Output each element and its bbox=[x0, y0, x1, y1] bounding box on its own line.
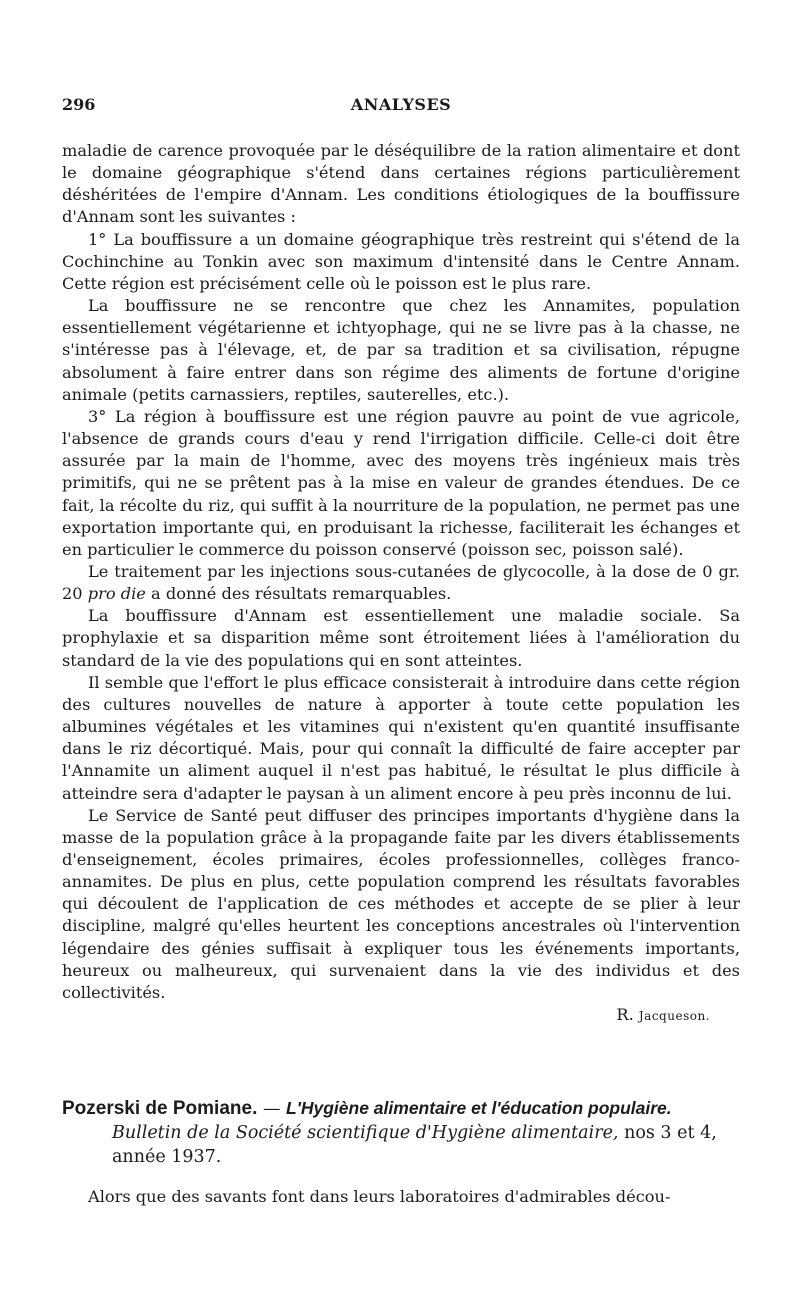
paragraph: Le Service de Santé peut diffuser des principes importants d'hygiène dans la masse de la population grâce à la propagande faite par les divers établissements d'enseignement, écoles primaires, écoles professionnelles, collèges franco-annamites. De plus en plus, cette population comprend les résultats favorables qui découlent de l'application de ces méthodes et accepte de se plier à leur discipline, malgré qu'elles heurtent les conceptions ancestrales où l'intervention légendaire des génies suffisait à expliquer tous les événements importants, heureux ou malheureux, qui survenaient dans la vie des individus et des collectivités. bbox=[62, 805, 740, 1002]
paragraph: 3° La région à bouffissure est une région pauvre au point de vue agricole, l'absence de grands cours d'eau y rend l'irrigation difficile. Celle-ci doit être assurée par la main de l'homme, avec des moyens très ingénieux mais très primitifs, qui ne se prêtent pas à la mise en valeur de grandes étendues. De ce fait, la récolte du riz, qui suffit à la nourriture de la population, ne permet pas une exportation importante qui, en produisant la richesse, faciliterait les échanges et en particulier le commerce du poisson conservé (poisson sec, poisson salé). bbox=[62, 406, 740, 559]
signature-name: Jacqueson. bbox=[638, 1009, 710, 1024]
review-title: L'Hygiène alimentaire et l'éducation populaire. bbox=[286, 1098, 672, 1118]
next-paragraph: Alors que des savants font dans leurs laboratoires d'admirables décou- bbox=[88, 1187, 671, 1206]
treatment-text: Le traitement par les injections sous-cutanées de glycocolle, à la dose de 0 gr. 20 bbox=[62, 561, 740, 604]
paragraph: 1° La bouffissure a un domaine géographique très restreint qui s'étend de la Cochinchine au Tonkin avec son maximum d'intensité dans le Centre Annam. Cette région est précisément celle où le poisson est le plus rare. bbox=[62, 229, 740, 293]
signature-initial: R. bbox=[616, 1005, 634, 1025]
page-header bbox=[62, 95, 740, 119]
treatment-rest: a donné des résultats remarquables. bbox=[151, 584, 452, 604]
paragraph: Il semble que l'effort le plus efficace consisterait à introduire dans cette région des cultures nouvelles de nature à apporter à toute cette population les albumines végétales et les vitamines qui n'existent qu'en quantité insuffisante dans le riz décortiqué. Mais, pour qui connaît la difficulté de faire accepter par l'Annamite un aliment auquel il n'est pas habitué, le résultat le plus difficile à atteindre sera d'adapter le paysan à un aliment encore à peu près inconnu de lui. bbox=[62, 672, 740, 803]
paragraph: La bouffissure ne se rencontre que chez les Annamites, population essentiellement végétarienne et ichtyophage, qui ne se livre pas à la chasse, ne s'intéresse pas à l'élevage, et, de par sa tradition et sa civilisation, répugne absolument à faire entrer dans son régime des aliments de fortune d'origine animale (petits carnassiers, reptiles, sauterelles, etc.). bbox=[62, 296, 740, 404]
review-citation bbox=[62, 1096, 740, 1169]
review-journal: Bulletin de la Société scientifique d'Hygiène alimentaire, bbox=[112, 1123, 619, 1143]
review-issue: nos 3 et 4, année 1937. bbox=[112, 1123, 717, 1167]
review-dash: — bbox=[262, 1099, 281, 1119]
page-number: 296 bbox=[62, 95, 96, 114]
paragraph: maladie de carence provoquée par le déséquilibre de la ration alimentaire et dont le domaine géographique s'étend dans certaines régions particulièrement déshéritées de l'empire d'Annam. Les conditions étiologiques de la bouffissure d'Annam sont les suivantes : bbox=[62, 141, 740, 227]
treatment-italic: pro die bbox=[87, 584, 146, 604]
signature bbox=[62, 1004, 740, 1027]
paragraph: La bouffissure d'Annam est essentiellement une maladie sociale. Sa prophylaxie et sa disparition même sont étroitement liées à l'amélioration du standard de la vie des populations qui en sont atteintes. bbox=[62, 606, 740, 670]
paragraph-treatment bbox=[62, 561, 740, 605]
review-heading bbox=[62, 1096, 740, 1169]
article-body bbox=[62, 140, 740, 1027]
review-author: Pozerski de Pomiane. bbox=[62, 1098, 258, 1119]
running-title: ANALYSES bbox=[350, 95, 452, 114]
